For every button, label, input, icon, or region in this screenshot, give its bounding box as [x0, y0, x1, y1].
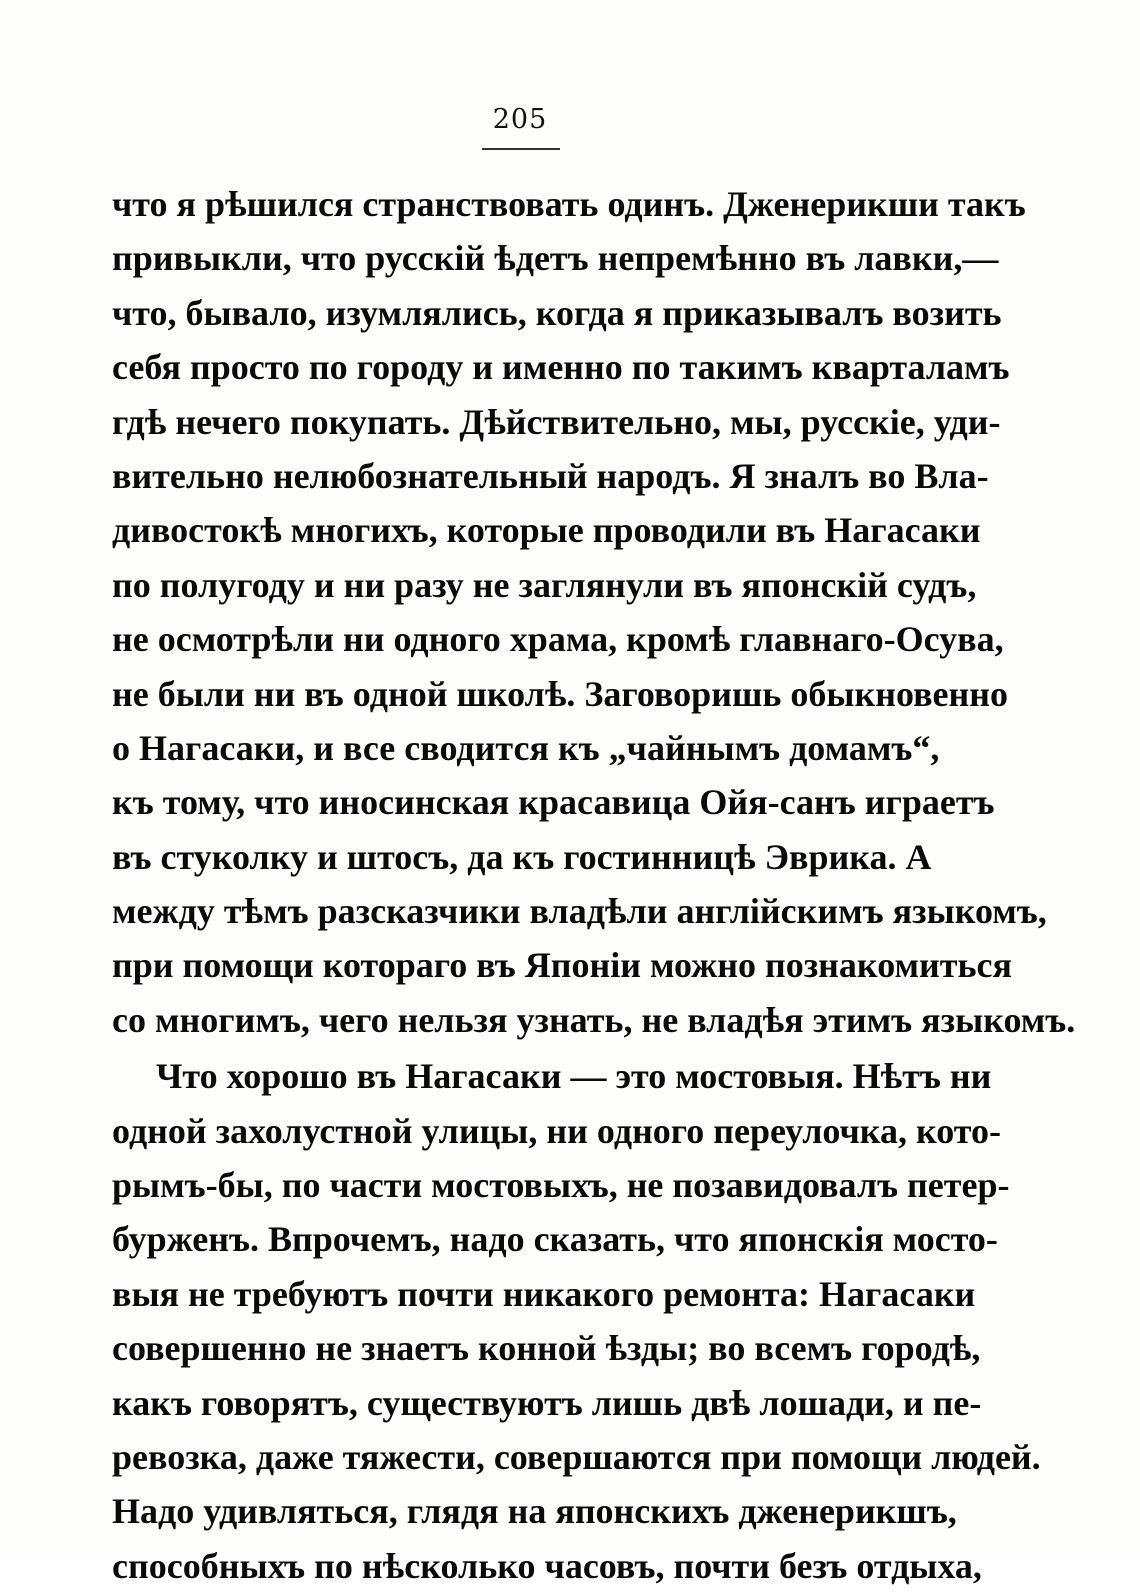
text-line: какъ говорятъ, существуютъ лишь двѣ лошади, и пе- — [112, 1382, 982, 1423]
text-line: себя просто по городу и именно по такимъ кварталамъ — [112, 347, 1010, 388]
text-line: между тѣмъ разсказчики владѣли англійскимъ языкомъ, — [112, 891, 1047, 932]
body-text — [112, 177, 1076, 1593]
paragraph-1 — [112, 177, 1076, 1047]
text-line: къ тому, что иносинская красавица Ойя-санъ играетъ — [112, 782, 995, 823]
text-line: ревозка, даже тяжести, совершаются при помощи людей. — [112, 1436, 1041, 1477]
text-line: одной захолустной улицы, ни одного переулочка, кото- — [112, 1110, 1001, 1151]
text-line: способныхъ по нѣсколько часовъ, почти безъ отдыха, — [112, 1545, 982, 1586]
header-rule — [482, 148, 560, 150]
text-line: вительно нелюбознательный народъ. Я зналъ во Вла- — [112, 455, 989, 496]
text-line: Что хорошо въ Нагасаки — это мостовыя. Нѣтъ ни — [156, 1056, 992, 1097]
text-line: при помощи котораго въ Японіи можно познакомиться — [112, 945, 1012, 986]
text-line: что я рѣшился странствовать одинъ. Дженерикши такъ — [112, 184, 1026, 224]
text-line: не осмотрѣли ни одного храма, кромѣ главнаго-Осува, — [112, 619, 1004, 660]
text-line: дивостокѣ многихъ, которые проводили въ Нагасаки — [112, 510, 981, 551]
text-line: совершенно не знаетъ конной ѣзды; во всемъ городѣ, — [112, 1328, 981, 1369]
page-number: 205 — [492, 104, 548, 135]
text-line: въ стуколку и штосъ, да къ гостинницѣ Эврика. А — [112, 836, 932, 877]
text-line: гдѣ нечего покупать. Дѣйствительно, мы, русскіе, уди- — [112, 401, 1001, 442]
text-line: бурженъ. Впрочемъ, надо сказать, что японскія мосто- — [112, 1219, 998, 1260]
text-line: что, бывало, изумлялись, когда я приказывалъ возить — [112, 292, 1002, 333]
text-line: не были ни въ одной школѣ. Заговоришь обыкновенно — [112, 673, 1008, 714]
text-line: рымъ-бы, по части мостовыхъ, не позавидовалъ петер- — [112, 1165, 1010, 1206]
text-line: со многимъ, чего нельзя узнать, не владѣя этимъ языкомъ. — [112, 999, 1076, 1040]
text-line: выя не требуютъ почти никакого ремонта: Нагасаки — [112, 1273, 976, 1314]
text-line: по полугоду и ни разу не заглянули въ японскій судъ, — [112, 564, 977, 605]
paragraph-2 — [112, 1049, 1041, 1593]
text-line: привыкли, что русскій ѣдетъ непремѣнно въ лавки,— — [112, 238, 999, 279]
text-line: о Нагасаки, и все сводится къ „чайнымъ домамъ“, — [112, 727, 940, 768]
text-line: Надо удивляться, глядя на японскихъ дженерикшъ, — [112, 1491, 957, 1532]
